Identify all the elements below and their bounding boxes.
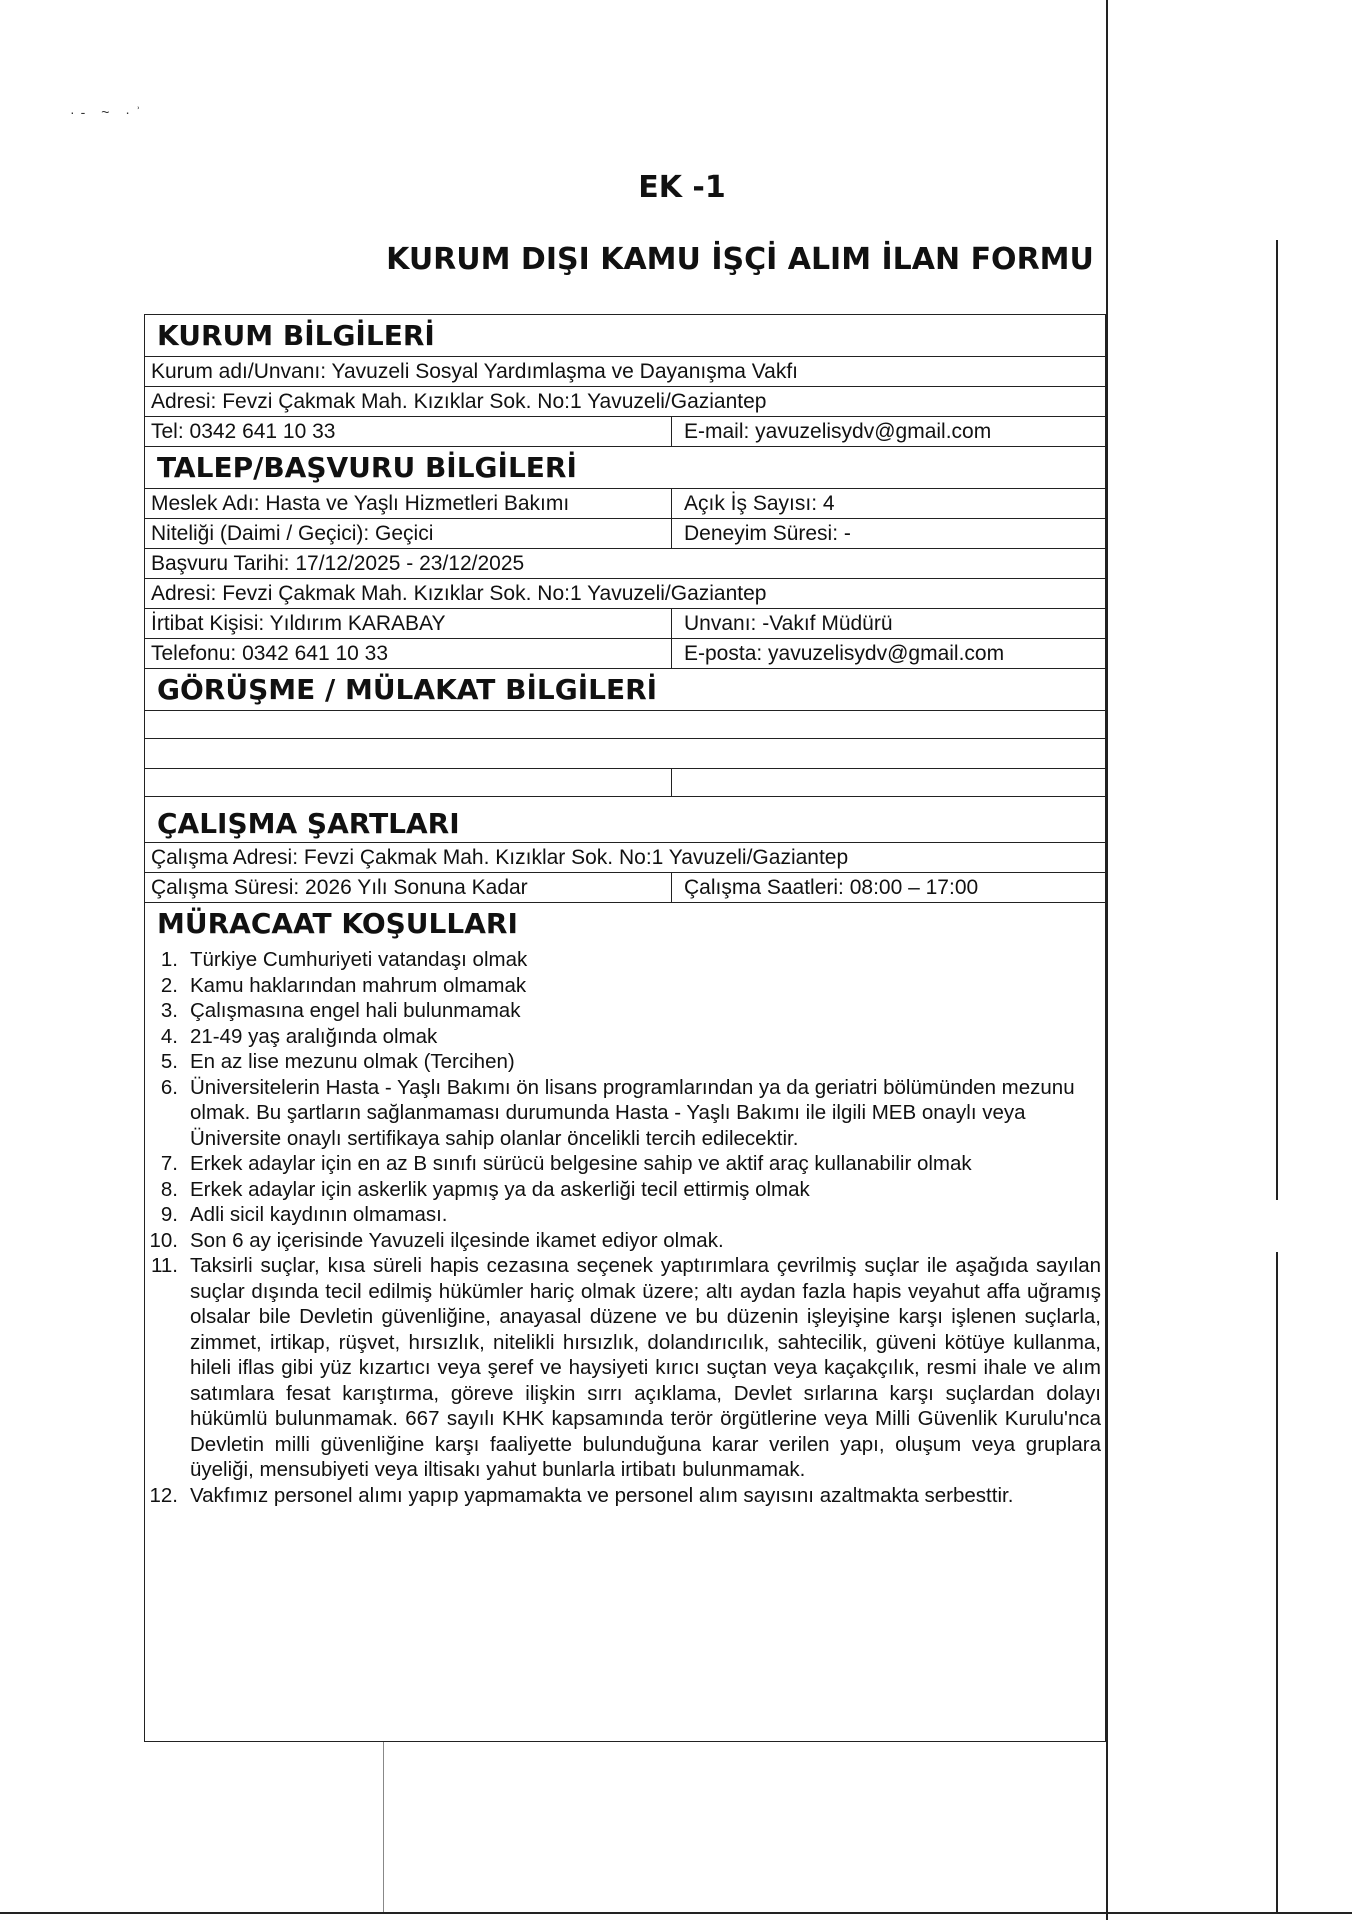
kurum-contact-row [145, 417, 1105, 447]
gorusme-blank-row [145, 711, 1105, 739]
section-title: KURUM BİLGİLERİ [157, 319, 435, 352]
list-item: 4. 21-49 yaş aralığında olmak [160, 1024, 438, 1048]
talep-contact-row [145, 609, 1105, 639]
empty-cell [145, 769, 672, 796]
list-item: 10. Son 6 ay içerisinde Yavuzeli ilçesinde ikamet ediyor olmak. [149, 1228, 724, 1252]
section-talep-header [145, 447, 1105, 489]
section-calisma-header [145, 797, 1105, 843]
list-item: 7. Erkek adaylar için en az B sınıfı sürücü belgesine sahip ve aktif araç kullanabilir olmak [160, 1152, 972, 1175]
job-nature: Niteliği (Daimi / Geçici): Geçici [145, 519, 672, 548]
annex-label: EK -1 [638, 170, 726, 205]
section-title: MÜRACAAT KOŞULLARI [157, 907, 518, 940]
talep-profession-row [145, 489, 1105, 519]
open-positions: Açık İş Sayısı: 4 [684, 492, 835, 515]
scan-edge-bottom [0, 1912, 1352, 1914]
talep-dates-row [145, 549, 1105, 579]
list-item: 8. Erkek adaylar için askerlik yapmış ya da askerliği tecil ettirmiş olmak [160, 1177, 810, 1201]
contact-title: Unvanı: -Vakıf Müdürü [684, 612, 893, 635]
kurum-email: E-mail: yavuzelisydv@gmail.com [684, 420, 992, 443]
kurum-name-row [145, 357, 1105, 387]
list-item: 2. Kamu haklarından mahrum olmamak [160, 973, 527, 997]
scan-edge-far-right-lower [1276, 1252, 1278, 1912]
kurum-address: Adresi: Fevzi Çakmak Mah. Kızıklar Sok. No:1 Yavuzeli/Gaziantep [151, 390, 767, 413]
list-item: 1. Türkiye Cumhuriyeti vatandaşı olmak [160, 948, 528, 971]
kurum-phone: Tel: 0342 641 10 33 [145, 417, 672, 446]
work-duration: Çalışma Süresi: 2026 Yılı Sonuna Kadar [145, 873, 672, 902]
contact-phone: Telefonu: 0342 641 10 33 [145, 639, 672, 668]
list-item: 5. En az lise mezunu olmak (Tercihen) [160, 1050, 515, 1073]
section-gorusme-header [145, 669, 1105, 711]
kurum-address-row [145, 387, 1105, 417]
calisma-address-row [145, 843, 1105, 873]
application-dates: Başvuru Tarihi: 17/12/2025 - 23/12/2025 [151, 552, 525, 575]
scan-edge-far-right [1276, 240, 1278, 1200]
experience: Deneyim Süresi: - [684, 522, 851, 545]
list-item: 12. Vakfımız personel alımı yapıp yapmamakta ve personel alım sayısını azaltmakta serbesttir. [149, 1483, 1014, 1507]
section-title: TALEP/BAŞVURU BİLGİLERİ [157, 451, 577, 484]
section-title: GÖRÜŞME / MÜLAKAT BİLGİLERİ [157, 673, 658, 706]
scan-edge-right [1106, 0, 1108, 1920]
scan-specks: ·‑ ~ ·ʾ [70, 104, 147, 120]
work-address: Çalışma Adresi: Fevzi Çakmak Mah. Kızıklar Sok. No:1 Yavuzeli/Gaziantep [151, 846, 849, 869]
page-title: KURUM DIŞI KAMU İŞÇİ ALIM İLAN FORMU [386, 242, 1094, 277]
talep-address-row [145, 579, 1105, 609]
contact-person: İrtibat Kişisi: Yıldırım KARABAY [145, 609, 672, 638]
empty-cell [145, 739, 1105, 768]
job-posting-form [144, 314, 1106, 1742]
gorusme-split-row [145, 769, 1105, 797]
list-item: 9. Adli sicil kaydının olmaması. [160, 1203, 448, 1226]
contact-email: E-posta: yavuzelisydv@gmail.com [684, 642, 1005, 665]
section-muracaat-header [145, 903, 1105, 945]
work-hours: Çalışma Saatleri: 08:00 – 17:00 [684, 876, 979, 899]
fold-line [383, 1742, 384, 1912]
profession: Meslek Adı: Hasta ve Yaşlı Hizmetleri Bakımı [145, 489, 672, 518]
empty-cell [672, 769, 1105, 796]
talep-phone-row [145, 639, 1105, 669]
calisma-time-row [145, 873, 1105, 903]
talep-nature-row [145, 519, 1105, 549]
section-kurum-header [145, 315, 1105, 357]
kurum-name: Kurum adı/Unvanı: Yavuzeli Sosyal Yardımlaşma ve Dayanışma Vakfı [151, 360, 799, 383]
application-address: Adresi: Fevzi Çakmak Mah. Kızıklar Sok. No:1 Yavuzeli/Gaziantep [151, 582, 767, 605]
list-item: 3. Çalışmasına engel hali bulunmamak [160, 999, 521, 1022]
empty-cell [145, 711, 1105, 738]
list-item: 11. Taksirli suçlar, kısa süreli hapis cezasına seçenek yaptırımlara çevrilmiş suçlar ile aşağıda sayılan suçlar dışında tecil edilmiş hükümler hariç olmak üzere; altı aydan fazla hapis veyahut affa uğramış olsalar bile Devletin güvenliğine, anayasal düzene ve bu düzenin işleyişine karşı işlenen suçlarla, zimmet, irtikap, rüşvet, hırsızlık, nitelikli hırsızlık, dolandırıcılık, sahtecilik, güveni kötüye kullanma, hileli iflas gibi yüz kızartıcı veya şeref ve haysiyeti kırıcı suçtan veya kaçakçılık, resmi ihale ve alım satımlara fesat karıştırma, göreve ilişkin sırrı açıklama, Devlet sırlarına karşı suçlardan dolayı hükümlü bulunmamak. 667 sayılı KHK kapsamında terör örgütlerine veya Milli Güvenlik Kurulu'nca Devletin milli güvenliğine karşı faaliyette bulunduğuna karar verilen yapı, oluşum veya gruplara üyeliği, mensubiyeti veya iltisakı yahut bunlarla irtibatı bulunmamak. [151, 1254, 1101, 1481]
list-item: 6. Üniversitelerin Hasta - Yaşlı Bakımı ön lisans programlarından ya da geriatri bölümünden mezunu olmak. Bu şartların sağlanmaması durumunda Hasta - Yaşlı Bakımı ile ilgili MEB onaylı veya Üniversite onaylı sertifikaya sahip olanlar öncelikli tercih edilecektir. [160, 1075, 1075, 1150]
section-title: ÇALIŞMA ŞARTLARI [157, 807, 460, 840]
gorusme-blank-row [145, 739, 1105, 769]
conditions-list [145, 945, 1105, 1508]
